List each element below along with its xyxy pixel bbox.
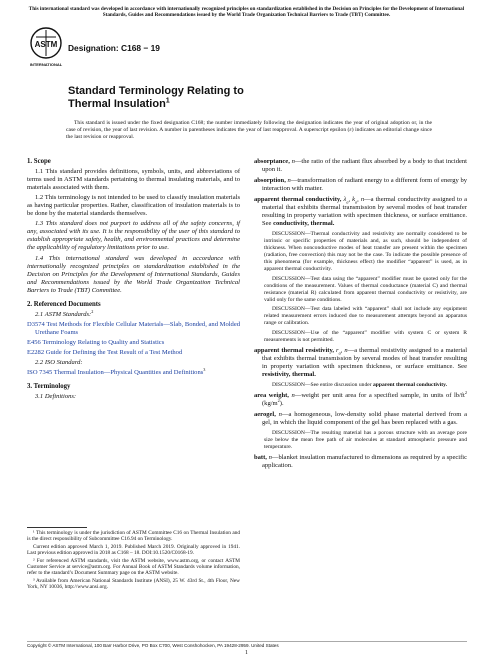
tbt-notice: This international standard was developed in accordance with internationally recognized principles on standardization established in the Decision on Principles for the Development of International Standards, Guides and Recommendations issued by the World Trade Organization Technical Barriers to Trade (TBT) Committee. bbox=[28, 6, 465, 19]
scope-1-2: 1.2 This terminology is not intended to be used to classify insulation materials as having particular properties. Rather, classification of insulation materials is to be done by the material standards themselves. bbox=[27, 194, 240, 218]
scope-1-3: 1.3 This standard does not purport to address all of the safety concerns, if any, associated with its use. It is the responsibility of the user of this standard to establish appropriate safety, health, and environmental practices and determine the applicability of regulatory limitations prior to use. bbox=[27, 220, 240, 252]
left-column bbox=[27, 158, 240, 403]
logo-subtext: INTERNATIONAL bbox=[29, 62, 63, 67]
reference-e456[interactable]: E456 Terminology Relating to Quality and Statistics bbox=[27, 338, 165, 346]
astm-standards-label: 2.1 ASTM Standards:$^2$ bbox=[35, 308, 94, 318]
section-terminology-heading: 3. Terminology bbox=[27, 383, 71, 391]
term-absorptance: absorptance, n—the ratio of the radiant flux absorbed by a body to that incident upon it. bbox=[254, 158, 467, 174]
right-column bbox=[254, 158, 467, 473]
footnote-3: ³ Available from American National Standards Institute (ANSI), 25 W. 43rd St., 4th Floor, New York, NY 10036, http://www.ansi.org. bbox=[27, 577, 240, 591]
term-aerogel: aerogel, n—a homogeneous, low-density solid phase material derived from a gel, in which the liquid component of the gel has been replaced with a gas. bbox=[254, 411, 468, 427]
term-area-weight: area weight, n—weight per unit area for a specified sample, in units of $lb/ft^2$ $(kg/m^2)$. bbox=[254, 389, 467, 408]
discussion-5: DISCUSSION—See entire discussion under apparent thermal conductivity. bbox=[272, 382, 448, 389]
term-batt: batt, n—blanket insulation manufactured to dimensions as required by a specific application. bbox=[254, 453, 467, 470]
term-apparent-thermal-conductivity: apparent thermal conductivity, $\lambda_a$, $k_a$, n—a thermal conductivity assigned to a material that exhibits thermal transmission by several modes of heat transfer resulting in property variation with specimen thickness, or surface emittance. See conductivity, thermal. bbox=[254, 196, 468, 228]
footnote-1: ¹ This terminology is under the jurisdiction of ASTM Committee C16 on Thermal Insulation and is the direct responsibility of Subcommittee C16.94 on Terminology. bbox=[27, 530, 240, 543]
footnote-rule bbox=[27, 527, 87, 528]
discussion-4: DISCUSSION—Use of the “apparent” modifier with system C or system R measurements is not permitted. bbox=[264, 330, 467, 344]
footnote-2: ² For referenced ASTM standards, visit the ASTM website, www.astm.org, or contact ASTM Customer Service at service@astm.org. For Annual Book of ASTM Standards volume information, refer to the standard’s Document Summary page on the ASTM website. bbox=[27, 557, 240, 577]
reference-d3574[interactable]: D3574 Test Methods for Flexible Cellular Materials—Slab, Bonded, and Molded Urethane Foams bbox=[27, 320, 240, 336]
reference-e2282[interactable]: E2282 Guide for Defining the Test Result of a Test Method bbox=[27, 348, 183, 356]
discussion-1: DISCUSSION—Thermal conductivity and resistivity are normally considered to be intrinsic or specific properties of materials and, as such, should be independent of thickness. When nonconductive modes of heat transfer are present within the specimen (radiation, free convection) this may not be the case. To indicate the possible presence of this phenomena (for example, thickness effect) the modifier “apparent” is used, as in apparent thermal conductivity. bbox=[264, 231, 467, 272]
page-number: 1 bbox=[245, 650, 248, 656]
section-scope-heading: 1. Scope bbox=[27, 158, 51, 165]
discussion-3: DISCUSSION—Test data labeled with “apparent” shall not include any equipment related measurement errors induced due to measurement attempts beyond an apparatus range or calibration. bbox=[264, 306, 467, 327]
definitions-label: 3.1 Definitions: bbox=[35, 393, 77, 401]
discussion-2: DISCUSSION—Test data using the “apparent” modifier must be quoted only for the conditions of the measurement. Values of thermal conductance (material C) and thermal resistance (material R) calculated from apparent thermal conductivity or resistivity, are valid only for the same conditions. bbox=[264, 275, 467, 303]
discussion-6: DISCUSSION—The resulting material has a porous structure with an average pore size below the mean free path of air molecules at standard atmospheric pressure and temperature. bbox=[264, 430, 467, 451]
astm-logo bbox=[29, 26, 63, 70]
term-absorption: absorption, n—transformation of radiant energy to a different form of energy by interaction with matter. bbox=[254, 177, 467, 193]
logo-letters: ASTM bbox=[34, 40, 58, 49]
page-title: Standard Terminology Relating to Thermal Insulation$^1$ bbox=[68, 85, 244, 110]
reference-iso-7345[interactable]: ISO 7345 Thermal Insulation—Physical Quantities and Definitions$^3$ bbox=[27, 366, 206, 377]
section-references-heading: 2. Referenced Documents bbox=[27, 300, 101, 308]
designation: Designation: C168 − 19 bbox=[68, 43, 160, 53]
scope-1-1: 1.1 This standard provides definitions, symbols, units, and abbreviations of terms used in ASTM standards pertaining to thermal insulating materials, and to materials associated with them. bbox=[27, 168, 240, 192]
scope-1-4: 1.4 This international standard was developed in accordance with internationally recognized principles on standardization established in the Decision on Principles for the Development of International Standards, Guides and Recommendations issued by the World Trade Organization Technical Barriers to Trade (TBT) Committee. bbox=[27, 254, 240, 294]
copyright-footer: Copyright © ASTM International, 100 Barr Harbor Drive, PO Box C700, West Conshohocken, PA 19428-2959. United States bbox=[27, 641, 467, 648]
term-apparent-thermal-resistivity: apparent thermal resistivity, $r_a$, n—a thermal resistivity assigned to a material that exhibits thermal transmission by several modes of heat transfer resulting in property variation with specimen thickness, or surface emittance. See resistivity, thermal. bbox=[254, 346, 468, 379]
footnote-1b: Current edition approved March 1, 2019. Published March 2019. Originally approved in 1941. Last previous edition approved in 2018 as C168 – 18. DOI:10.1520/C0168-19. bbox=[27, 543, 240, 557]
iso-standard-label: 2.2 ISO Standard: bbox=[35, 359, 83, 367]
issuance-note: This standard is issued under the fixed designation C168; the number immediately following the designation indicates the year of original adoption or, in the case of revision, the year of last revision. A number in parentheses indicates the year of last reapproval. A superscript epsilon (ε) indicates an editorial change since the last revision or reapproval. bbox=[66, 120, 432, 140]
footnotes bbox=[27, 530, 240, 592]
